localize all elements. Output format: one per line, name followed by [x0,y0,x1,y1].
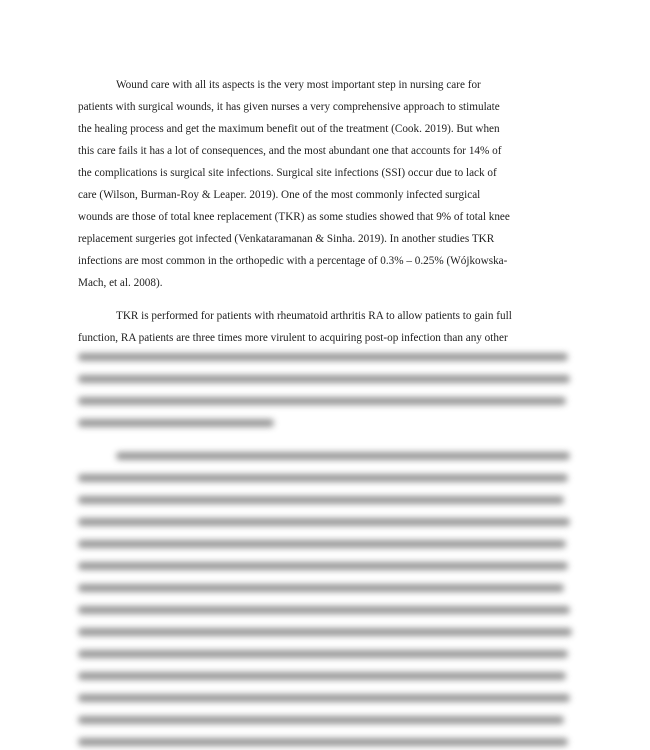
paragraph-line: care (Wilson, Burman-Roy & Leaper. 2019). One of the most commonly infected surgical [78,189,481,201]
document-body [78,74,572,349]
blurred-preview-region [78,346,578,750]
blurred-line [78,419,274,427]
paragraph-line: TKR is performed for patients with rheumatoid arthritis RA to allow patients to gain full [116,310,512,322]
paragraph-line: Mach, et al. 2008). [78,277,163,289]
paragraph-line: the complications is surgical site infections. Surgical site infections (SSI) occur due to lack of [78,167,497,179]
blurred-line [78,584,564,592]
blurred-line [78,397,566,405]
blurred-line [78,353,568,361]
paragraph-line: patients with surgical wounds, it has given nurses a very comprehensive approach to stimulate [78,101,500,113]
paragraph-spacer [78,294,572,305]
paragraph-line: replacement surgeries got infected (Venkataramanan & Sinha. 2019). In another studies TKR [78,233,495,245]
paragraph-1 [78,74,572,294]
blurred-line [78,518,570,526]
blurred-line [78,650,568,658]
blurred-line [78,716,564,724]
paragraph-line: function, RA patients are three times more virulent to acquiring post-op infection than any other [78,332,508,344]
paragraph-2 [78,305,572,349]
blurred-line [78,496,564,504]
paragraph-line: Wound care with all its aspects is the very most important step in nursing care for [116,79,481,91]
blurred-line [116,452,570,460]
blurred-line [78,628,572,636]
paragraph-line: the healing process and get the maximum benefit out of the treatment (Cook. 2019). But when [78,123,500,135]
blurred-line [78,738,568,746]
blurred-line [78,694,570,702]
paragraph-line: infections are most common in the orthopedic with a percentage of 0.3% – 0.25% (Wójkowska- [78,255,508,267]
paragraph-line: this care fails it has a lot of consequences, and the most abundant one that accounts for 14% of [78,145,502,157]
blurred-line [78,540,566,548]
blurred-line [78,562,568,570]
paragraph-line: wounds are those of total knee replacement (TKR) as some studies showed that 9% of total knee [78,211,510,223]
blurred-line [78,606,570,614]
blurred-line [78,375,570,383]
blurred-line [78,672,566,680]
blurred-line [78,474,568,482]
